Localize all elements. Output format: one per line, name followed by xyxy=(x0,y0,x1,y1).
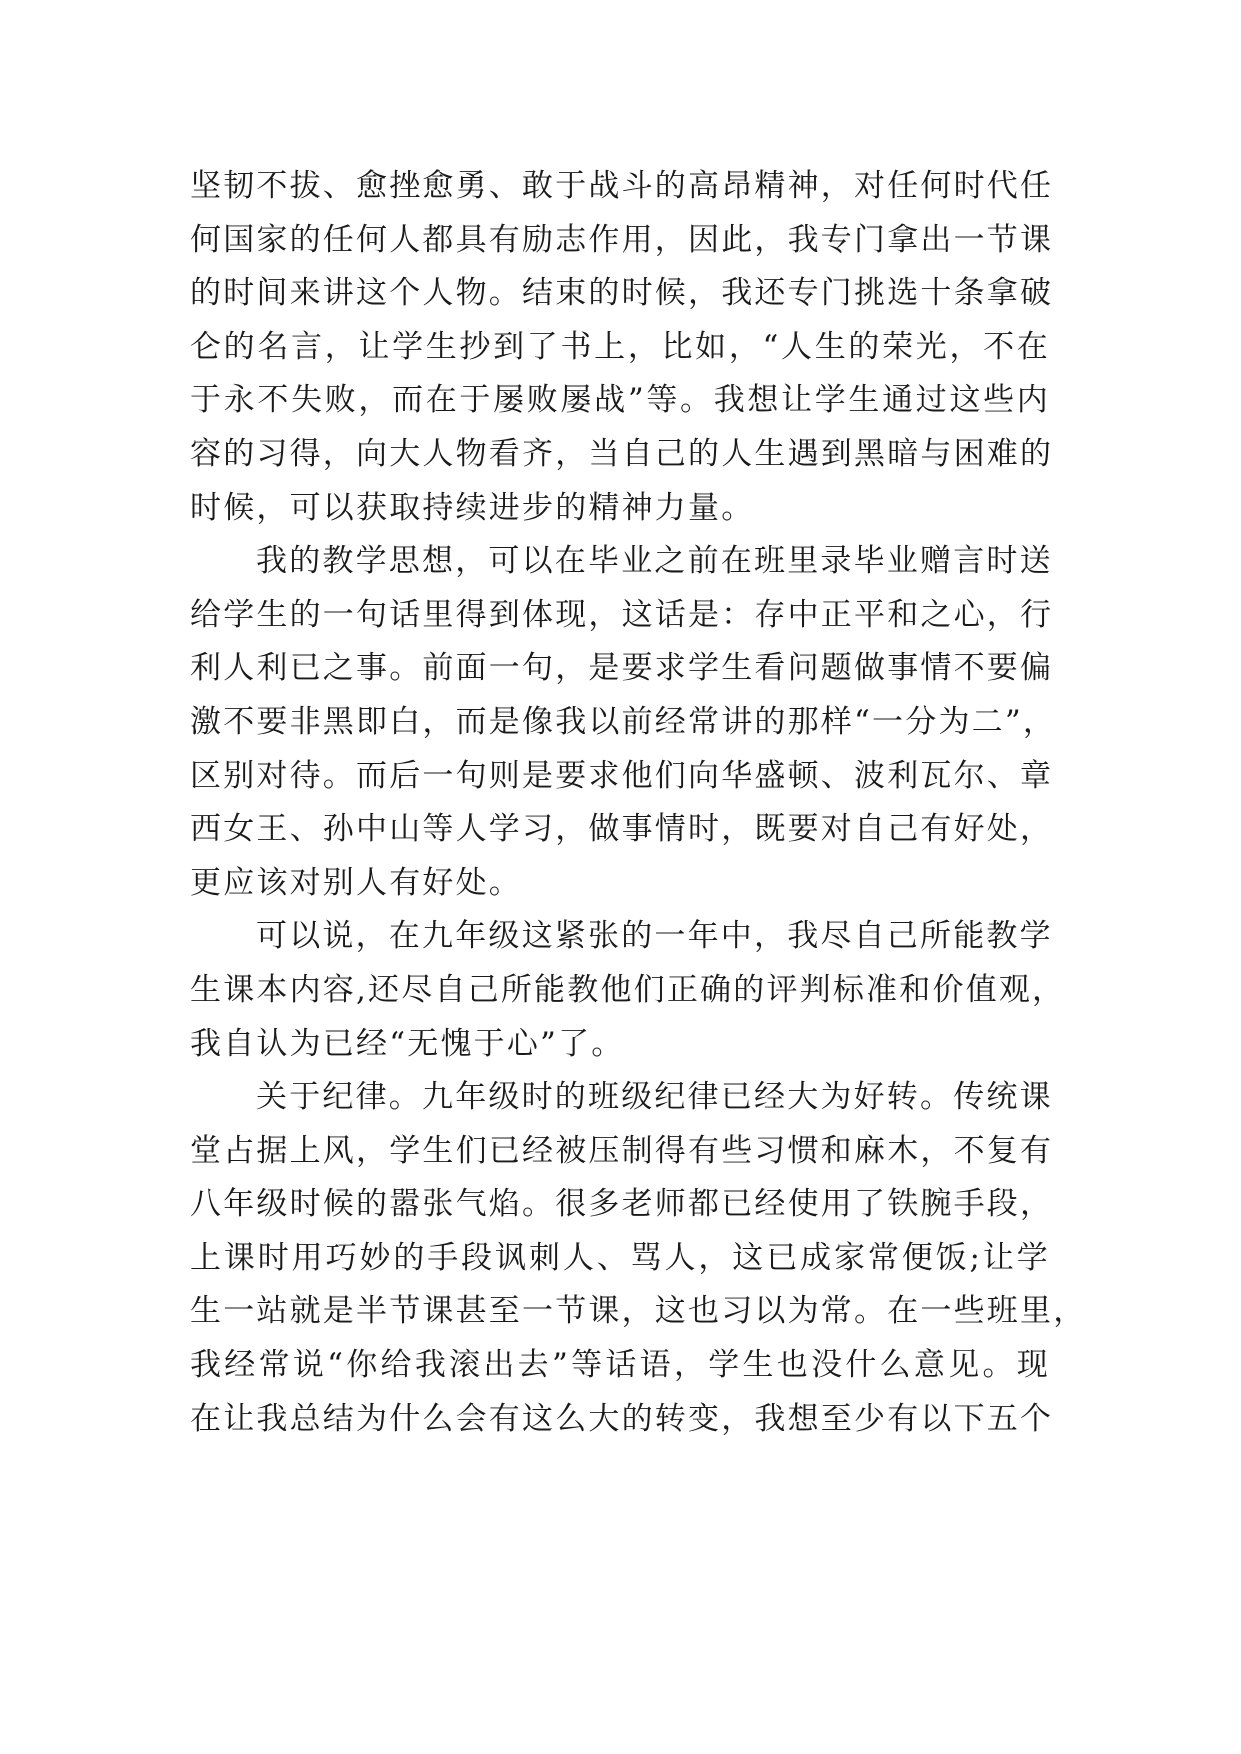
paragraph-3 xyxy=(190,910,1066,1071)
text-line: 可以说，在九年级这紧张的一年中，我尽自己所能教学 xyxy=(256,918,1053,955)
text-line: 西女王、孙中山等人学习，做事情时，既要对自己有好处， xyxy=(190,811,1054,848)
text-line: 区别对待。而后一句则是要求他们向华盛顿、波利瓦尔、章 xyxy=(190,757,1054,794)
text-line: 激不要非黑即白，而是像我以前经常讲的那样“一分为二”， xyxy=(190,703,1057,740)
paragraph-4 xyxy=(190,1071,1087,1446)
text-line: 于永不失败，而在于屡败屡战”等。我想让学生通过这些内 xyxy=(190,382,1050,419)
text-line: 关于纪律。九年级时的班级纪律已经大为好转。传统课 xyxy=(256,1079,1053,1116)
paragraph-2 xyxy=(190,535,1057,910)
text-line: 给学生的一句话里得到体现，这话是：存中正平和之心，行 xyxy=(190,596,1054,633)
text-line: 利人利已之事。前面一句，是要求学生看问题做事情不要偏 xyxy=(190,650,1054,687)
text-line: 容的习得，向大人物看齐，当自己的人生遇到黑暗与困难的 xyxy=(190,435,1054,472)
text-line: 生课本内容,还尽自己所能教他们正确的评判标准和价值观， xyxy=(190,971,1066,1008)
text-line: 八年级时候的嚣张气焰。很多老师都已经使用了铁腕手段， xyxy=(190,1186,1054,1223)
text-line: 在让我总结为什么会有这么大的转变，我想至少有以下五个 xyxy=(190,1400,1054,1437)
text-line: 我经常说“你给我滚出去”等话语，学生也没什么意见。现 xyxy=(190,1347,1050,1384)
text-line: 的时间来讲这个人物。结束的时候，我还专门挑选十条拿破 xyxy=(190,275,1054,312)
text-line: 生一站就是半节课甚至一节课，这也习以为常。在一些班里， xyxy=(190,1293,1087,1330)
text-line: 何国家的任何人都具有励志作用，因此，我专门拿出一节课 xyxy=(190,221,1054,258)
text-line: 仑的名言，让学生抄到了书上，比如，“人生的荣光，不在 xyxy=(190,328,1050,365)
text-line: 上课时用巧妙的手段讽刺人、骂人，这已成家常便饭;让学 xyxy=(190,1239,1050,1276)
text-line: 我的教学思想，可以在毕业之前在班里录毕业赠言时送 xyxy=(256,543,1053,580)
text-line: 我自认为已经“无愧于心”了。 xyxy=(190,1025,625,1062)
text-line: 堂占据上风，学生们已经被压制得有些习惯和麻木，不复有 xyxy=(190,1132,1054,1169)
paragraph-1 xyxy=(190,160,1054,535)
document-body xyxy=(190,160,1087,1446)
text-line: 坚韧不拔、愈挫愈勇、敢于战斗的高昂精神，对任何时代任 xyxy=(190,168,1054,204)
text-line: 时候，可以获取持续进步的精神力量。 xyxy=(190,489,755,526)
text-line: 更应该对别人有好处。 xyxy=(190,864,522,901)
